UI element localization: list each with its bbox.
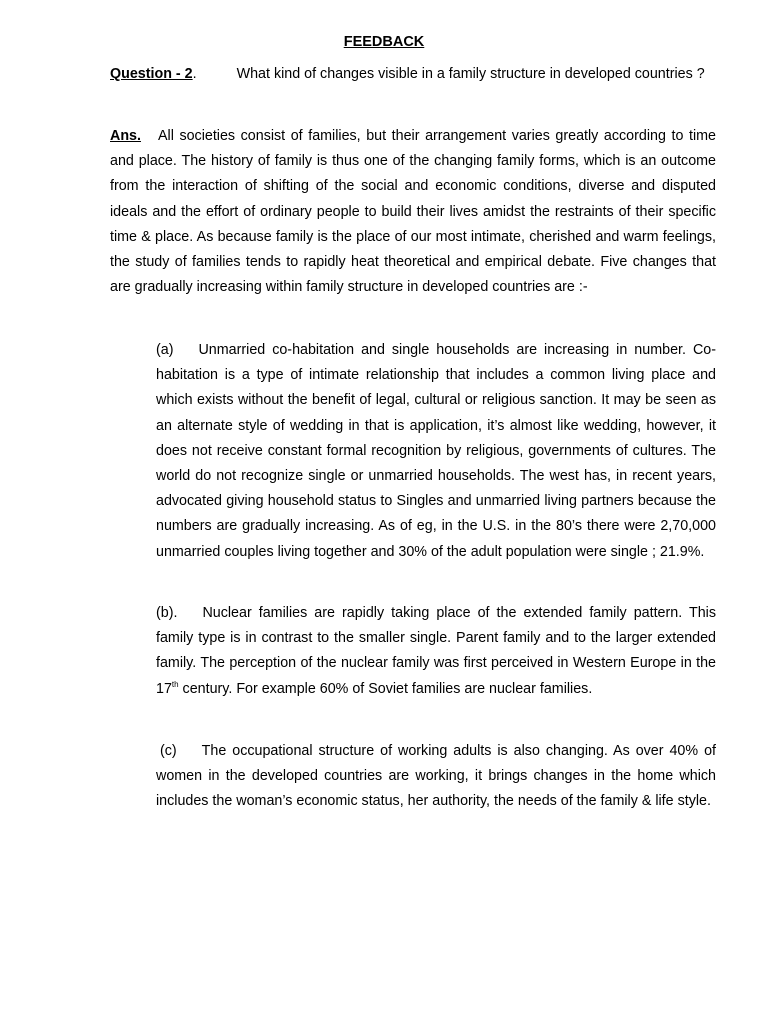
list-item-text-after: century. For example 60% of Soviet families are nuclear families. — [178, 680, 593, 697]
list-item-marker: (c) — [160, 743, 177, 759]
list-item-c — [156, 739, 716, 815]
answer-text: All societies consist of families, but their arrangement varies greatly according to time and place. The history of family is thus one of the changing family forms, which is an outcome from the interaction of shifting of the social and economic conditions, diverse and disputed ideals and the effort of ordinary people to build their lives amidst the restraints of their specific time & place. As because family is the place of our most intimate, cherished and warm feelings, the study of families tends to rapidly heat theoretical and empirical debate. Five changes that are gradually increasing within family structure in developed countries are :- — [110, 128, 716, 296]
list-item-marker: (b). — [156, 605, 178, 621]
page-title: FEEDBACK — [343, 34, 425, 50]
list-item-a — [156, 338, 716, 565]
question-label: Question - 2 — [110, 66, 193, 82]
answer-label: Ans. — [110, 128, 141, 144]
question-text: What kind of changes visible in a family structure in developed countries ? — [236, 66, 705, 82]
superscript-th: th — [171, 679, 179, 689]
question-paragraph — [110, 62, 716, 87]
list-item-text: The occupational structure of working adults is also changing. As over 40% of women in the developed countries are working, it brings changes in the home which includes the woman’s economic status, her authority, the needs of the family & life style. — [156, 743, 716, 810]
list-item-b — [156, 601, 716, 702]
list-item-marker: (a) — [156, 342, 174, 358]
question-label-dot: . — [192, 66, 197, 82]
list-item-text-before: Nuclear families are rapidly taking place of the extended family pattern. This family type is in contrast to the smaller single. Parent family and to the larger extended family. The perception of the nuclear family was first perceived in Western Europe in the 17 — [156, 605, 716, 697]
answer-paragraph — [110, 124, 716, 300]
list-item-text: Unmarried co-habitation and single households are increasing in number. Co-habitation is a type of intimate relationship that includes a common living place and which exists without the benefit of legal, cultural or religious sanction. It may be seen as an alternate style of wedding in that is application, it’s almost like wedding, however, it does not receive constant formal recognition by religious, governments of cultures. The world do not recognize single or unmarried households. The west has, in recent years, advocated giving household status to Singles and unmarried living partners because the numbers are gradually increasing. As of eg, in the U.S. in the 80’s there were 2,70,000 unmarried couples living together and 30% of the adult population were single ; 21.9%. — [156, 342, 716, 560]
